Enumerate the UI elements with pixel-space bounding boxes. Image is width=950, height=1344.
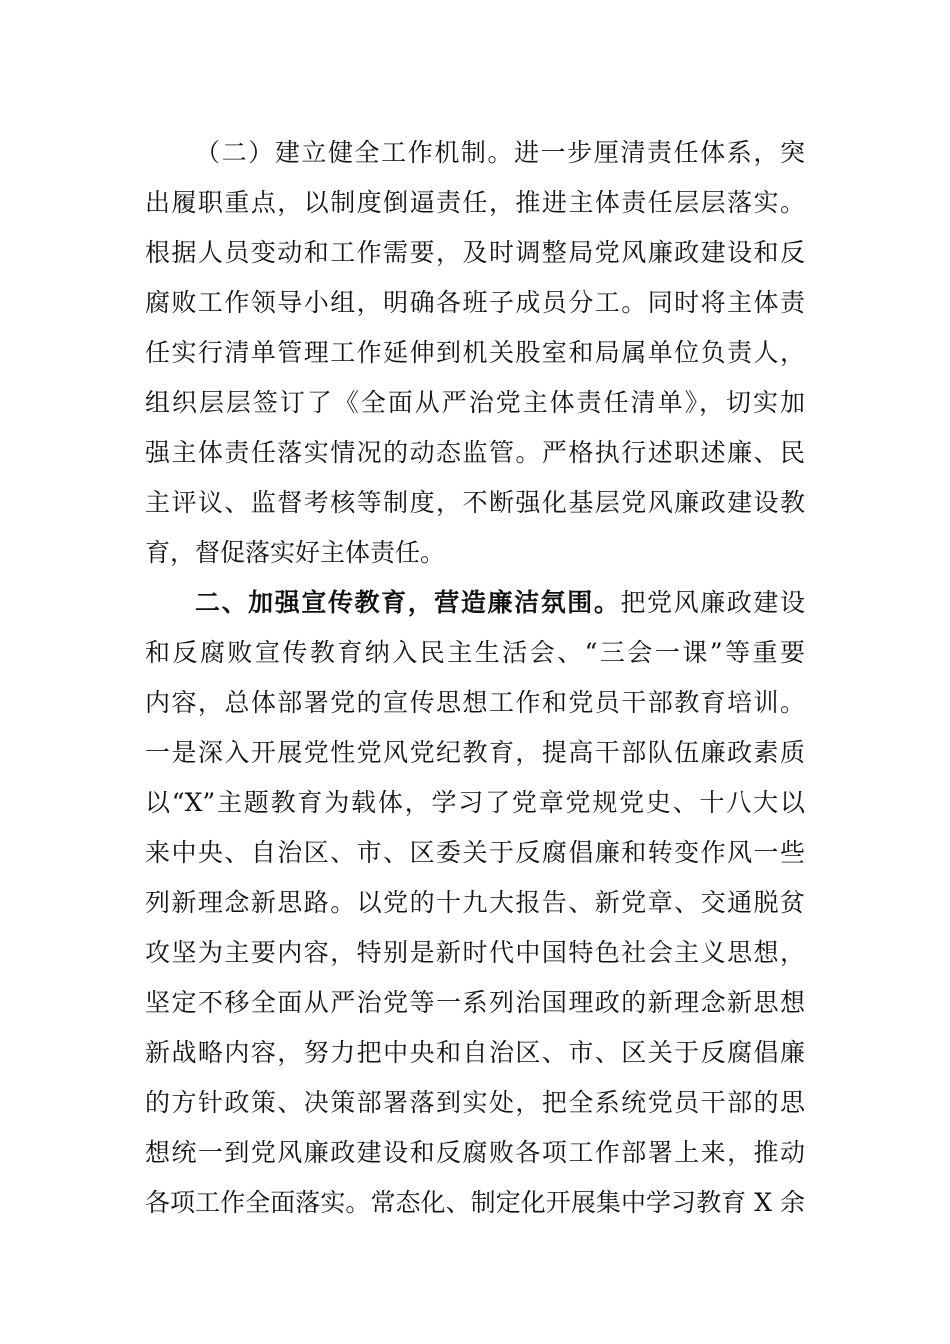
- paragraph2-line-8: 攻坚为主要内容，特别是新时代中国特色社会主义思想，: [145, 938, 805, 967]
- paragraph1-line-2: 出履职重点，以制度倒逼责任，推进主体责任层层落实。: [145, 188, 805, 217]
- paragraph1-line-3: 根据人员变动和工作需要，及时调整局党风廉政建设和反: [145, 238, 805, 267]
- paragraph2-line-1-text: 把党风廉政建设: [620, 588, 805, 617]
- paragraph1-line-9: 育，督促落实好主体责任。: [145, 538, 446, 567]
- paragraph1-line-1: （二）建立健全工作机制。进一步厘清责任体系，突: [195, 138, 805, 167]
- paragraph2-line-9: 坚定不移全面从严治党等一系列治国理政的新理念新思想: [145, 988, 805, 1017]
- paragraph1-line-6: 组织层层签订了《全面从严治党主体责任清单》，切实加: [145, 388, 805, 417]
- paragraph2-line-3: 内容，总体部署党的宣传思想工作和党员干部教育培训。: [145, 688, 805, 717]
- paragraph1-line-8: 主评议、监督考核等制度，不断强化基层党风廉政建设教: [145, 488, 805, 517]
- paragraph2-line-1: [195, 583, 805, 623]
- paragraph1-line-4: 腐败工作领导小组，明确各班子成员分工。同时将主体责: [145, 288, 805, 317]
- paragraph2-line-5: 以“X”主题教育为载体，学习了党章党规党史、十八大以: [145, 788, 805, 817]
- paragraph2-line-2: 和反腐败宣传教育纳入民主生活会、“三会一课”等重要: [145, 638, 805, 667]
- paragraph2-line-11: 的方针政策、决策部署落到实处，把全系统党员干部的思: [145, 1088, 805, 1117]
- paragraph2-line-4: 一是深入开展党性党风党纪教育，提高干部队伍廉政素质: [145, 738, 805, 767]
- paragraph2-line-13: 各项工作全面落实。常态化、制定化开展集中学习教育 X 余: [145, 1188, 805, 1217]
- paragraph1-line-5: 任实行清单管理工作延伸到机关股室和局属单位负责人，: [145, 338, 805, 367]
- paragraph2-line-12: 想统一到党风廉政建设和反腐败各项工作部署上来，推动: [145, 1138, 805, 1167]
- section-heading: 二、加强宣传教育，营造廉洁氛围。: [195, 588, 621, 617]
- paragraph1-line-7: 强主体责任落实情况的动态监管。严格执行述职述廉、民: [145, 438, 805, 467]
- paragraph2-line-7: 列新理念新思路。以党的十九大报告、新党章、交通脱贫: [145, 888, 805, 917]
- paragraph2-line-6: 来中央、自治区、市、区委关于反腐倡廉和转变作风一些: [145, 838, 805, 867]
- paragraph2-line-10: 新战略内容，努力把中央和自治区、市、区关于反腐倡廉: [145, 1038, 805, 1067]
